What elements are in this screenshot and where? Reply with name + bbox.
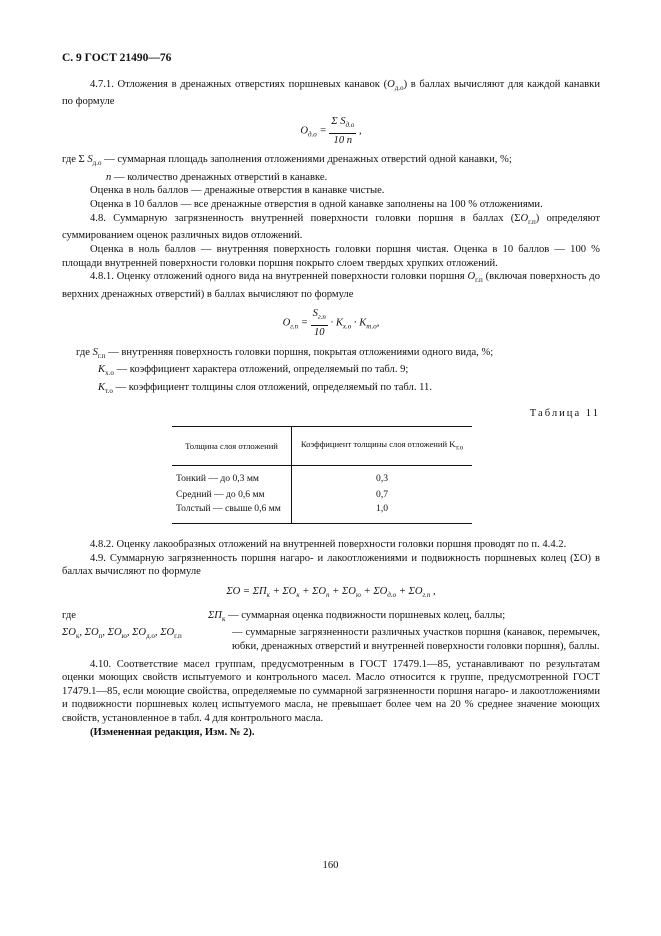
paragraph-4-9: 4.9. Суммарную загрязненность поршня нагаро- и лакоотложениями и подвижность поршневых колец (ΣO) в баллах вычисляют по формуле (62, 552, 600, 578)
where-n: n — количество дренажных отверстий в канавке. (106, 171, 328, 183)
table-row: Тонкий — до 0,3 мм 0,3 (172, 466, 472, 488)
score-zero: Оценка в ноль баллов — дренажные отверстия в канавке чистые. (90, 185, 385, 197)
paragraph-4-8-1: 4.8.1. Оценку отложений одного вида на внутренней поверхности головки поршня $O_{г.п}$ (включая поверхность до верхних дренажных отверстий) в баллах вычисляют по формуле (62, 271, 600, 300)
table-11 (172, 426, 472, 524)
table-row: Средний — до 0,6 мм 0,7 (172, 488, 472, 502)
where-s-do: где Σ $S_{д.о}$ — суммарная площадь заполнения отложениями дренажных отверстий одной канавки, %; (62, 154, 512, 168)
where-list-2 (62, 346, 600, 399)
legend-areas: $\Sigma O_к$, $\Sigma O_п$, $\Sigma O_ю$, $\Sigma O_{д.о}$, $\Sigma O_{г.п}$ — суммарные загрязненности различных участков поршня (канавок, перемычек, юбки, дренажных отверстий и внутренней поверхности головки поршня), баллы. (62, 627, 600, 653)
column-header-coefficient: Коэффициент толщины слоя отложений $K_{т.о}$ (292, 427, 472, 466)
column-header-thickness: Толщина слоя отложений (172, 427, 292, 466)
fraction: $\frac{S_{г.п}}{10}$ (312, 308, 326, 339)
document-page (62, 52, 600, 739)
paragraph-4-8: 4.8. Суммарную загрязненность внутренней поверхности головки поршня в баллах $(\Sigma O_{г.п})$ определяют суммированием оценок различных видов отложений. (62, 212, 600, 242)
where-item: где $S_{г.п}$ — внутренняя поверхность головки поршня, покрытая отложениями одного вида, %; (76, 346, 494, 360)
table-row: Толстый — свыше 0,6 мм 1,0 (172, 502, 472, 524)
legend-rings: где $\Sigma П_к$ — суммарная оценка подвижности поршневых колец, баллы; (62, 609, 506, 623)
score-ten: Оценка в 10 баллов — все дренажные отверстия в одной канавке заполнены на 100 % отложениями. (90, 199, 543, 211)
page-number: 160 (322, 860, 339, 871)
fraction: $\frac{\Sigma S_{д.о}}{10 n}$ (331, 115, 355, 146)
formula-o-do: $O_{д.о}$ = $\frac{\Sigma S_{д.о}}{10 n}$ , (300, 115, 362, 146)
where-item: $K_{т.о}$ — коэффициент толщины слоя отложений, определяемый по табл. 11. (98, 382, 432, 396)
paragraph-4-8-scores: Оценка в ноль баллов — внутренняя поверхность головки поршня чистая. Оценка в 10 баллов — 100 % площади внутренней поверхности головки поршня покрыто слоем твердых хрупких отложений. (62, 243, 600, 269)
paragraph-4-10: 4.10. Соответствие масел группам, предусмотренным в ГОСТ 17479.1—85, устанавливают по результатам оценки моющих свойств испытуемого и контрольного масел. Масло относится к группе, предусмотренной ГОСТ 17479.1—85, если моющие свойства, определяемые по суммарной загрязненности поршня нагаро- и лакоотложениями и подвижности поршневых колец испытуемого масла, не превышает более чем на 20 % среднее значение моющих свойств, установленное в табл. 4 для контрольного масла. (62, 658, 600, 724)
amendment-note: (Измененная редакция, Изм. № 2). (90, 726, 255, 738)
table-caption: Таблица 11 (529, 407, 600, 419)
page-header: С. 9 ГОСТ 21490—76 (62, 52, 172, 64)
formula-sum-o: $\Sigma O = \Sigma П_к + \Sigma O_к + \Sigma O_п + \Sigma O_ю + \Sigma O_{д.о} + \Sigma O_{г.п}$ , (226, 586, 436, 600)
formula-o-gp: $O_{г.п}$ = $\frac{S_{г.п}}{10}$ · $K_{х.о} \cdot K_{т.о}$, (282, 308, 380, 339)
paragraph-4-7-1: 4.7.1. Отложения в дренажных отверстиях поршневых канавок $(O_{д.о})$ в баллах вычисляют для каждой канавки по формуле (62, 78, 600, 108)
where-item: $K_{х.о}$ — коэффициент характера отложений, определяемый по табл. 9; (98, 364, 409, 378)
paragraph-4-8-2: 4.8.2. Оценку лакообразных отложений на внутренней поверхности головки поршня проводят по п. 4.4.2. (90, 539, 567, 551)
